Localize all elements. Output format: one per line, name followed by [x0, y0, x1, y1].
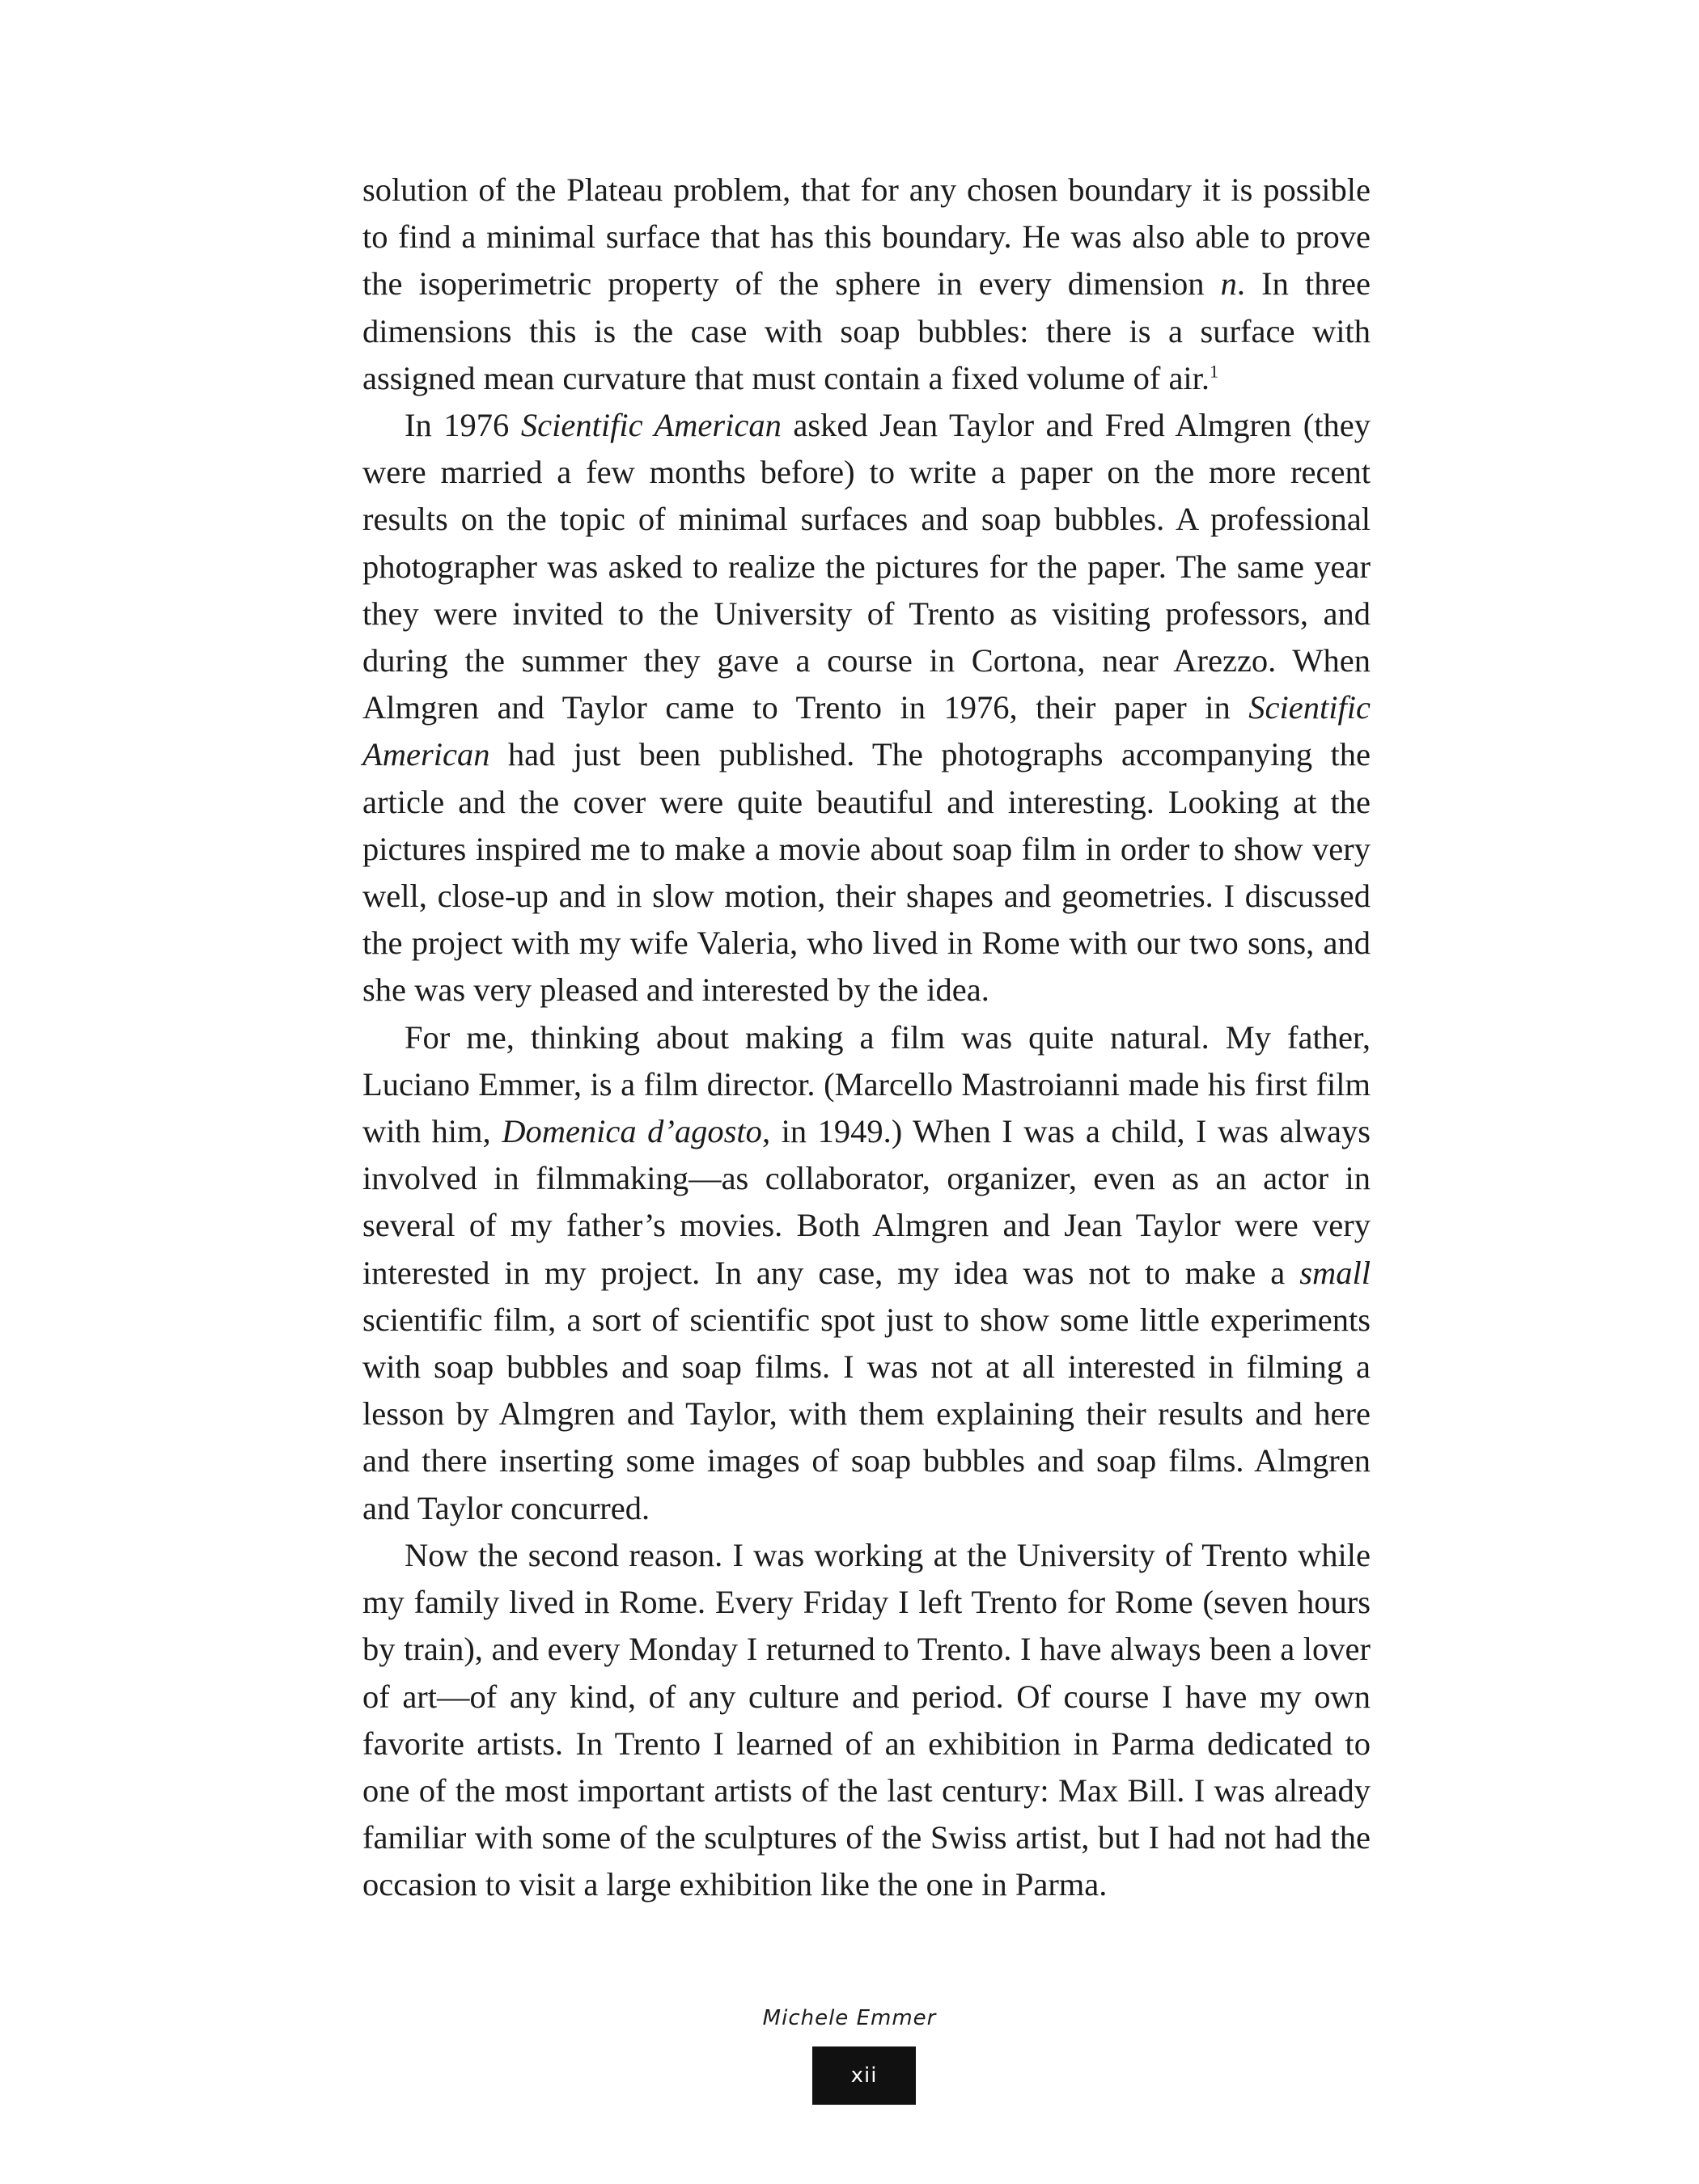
paragraph-2-text-a: In 1976: [405, 407, 521, 444]
italic-small: small: [1299, 1254, 1371, 1291]
paragraph-3-text-c: scientific film, a sort of scientific spot just to show some little experiments with soap bubbles and soap films. I was not at all interested in filming a lesson by Almgren and Taylor, with them explaining their results and here and there inserting some images of soap bubbles and soap films. Almgren and Taylor concurred.: [362, 1301, 1371, 1526]
italic-variable-n: n: [1220, 265, 1237, 303]
paragraph-1-text: solution of the Plateau problem, that for any chosen boundary it is possible to find a minimal surface that has this boundary. He was also able to prove the isoperimetric property of the sphere in every dimension: [362, 171, 1371, 303]
italic-title-scientific-american: Scientific American: [520, 407, 782, 444]
paragraph-1: [362, 167, 1371, 402]
running-footer-author: Michele Emmer: [762, 2006, 937, 2030]
paragraph-2-text-b: asked Jean Taylor and Fred Almgren (they were married a few months before) to write a paper on the more recent results on the topic of minimal surfaces and soap bubbles. A professional photographer was asked to realize the pictures for the paper. The same year they were invited to the University of Trento as visiting professors, and during the summer they gave a course in Cortona, near Arezzo. When Almgren and Taylor came to Trento in 1976, their paper in: [362, 407, 1371, 726]
paragraph-2: [362, 402, 1371, 1014]
body-text: [362, 167, 1371, 1909]
footnote-marker: 1: [1210, 361, 1219, 382]
paragraph-3-text-b: , in 1949.) When I was a child, I was always involved in filmmaking—as collaborator, organizer, even as an actor in several of my father’s movies. Both Almgren and Jean Taylor were very interested in my project. In any case, my idea was not to make a: [362, 1113, 1371, 1291]
italic-title-scientific-american-2: Scientific American: [362, 689, 1371, 773]
italic-film-title: Domenica d’agosto: [502, 1113, 762, 1150]
page-number: xii: [850, 2063, 878, 2088]
paragraph-4: [362, 1532, 1371, 1909]
paragraph-1-text-cont: . In three dimensions this is the case with soap bubbles: there is a surface with assigned mean curvature that must contain a fixed volume of air.: [362, 265, 1371, 396]
page-number-box: [812, 2046, 916, 2105]
paragraph-2-text-c: had just been published. The photographs accompanying the article and the cover were quite beautiful and interesting. Looking at the pictures inspired me to make a movie about soap film in order to show very well, close-up and in slow motion, their shapes and geometries. I discussed the project with my wife Valeria, who lived in Rome with our two sons, and she was very pleased and interested by the idea.: [362, 736, 1371, 1009]
paragraph-3-text-a: For me, thinking about making a film was quite natural. My father, Luciano Emmer, is a film director. (Marcello Mastroianni made his first film with him,: [362, 1018, 1371, 1150]
paragraph-3: [362, 1014, 1371, 1532]
paragraph-4-text: Now the second reason. I was working at the University of Trento while my family lived in Rome. Every Friday I left Trento for Rome (seven hours by train), and every Monday I returned to Trento. I have always been a lover of art—of any kind, of any culture and period. Of course I have my own favorite artists. In Trento I learned of an exhibition in Parma dedicated to one of the most important artists of the last century: Max Bill. I was already familiar with some of the sculptures of the Swiss artist, but I had not had the occasion to visit a large exhibition like the one in Parma.: [362, 1536, 1371, 1903]
